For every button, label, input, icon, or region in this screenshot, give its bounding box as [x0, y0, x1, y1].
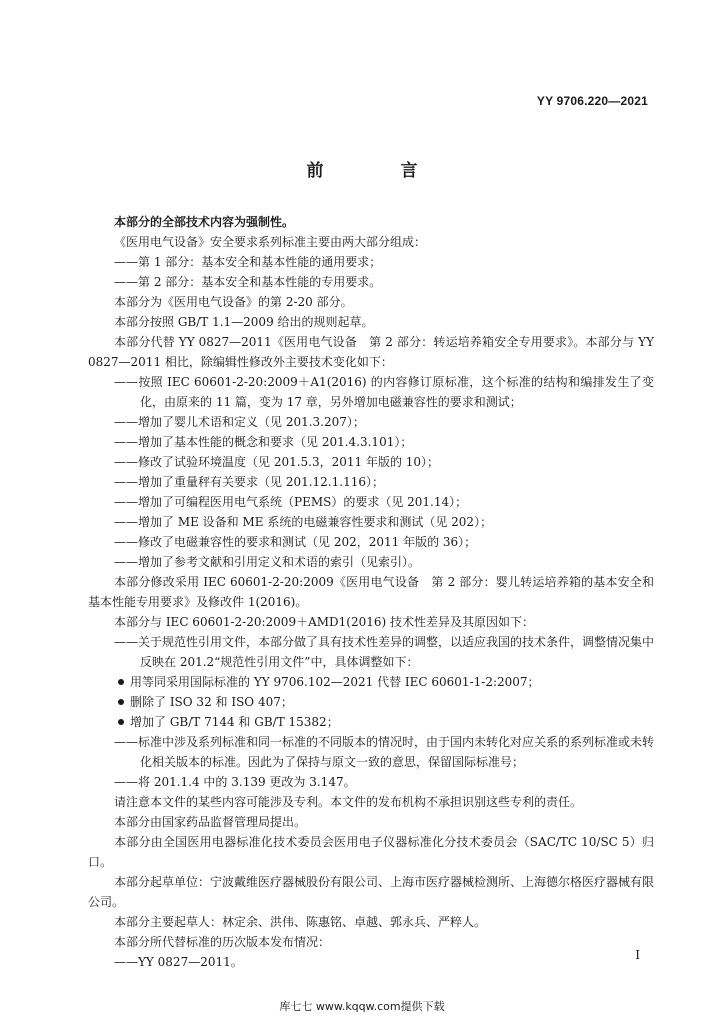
part-statement: 本部分为《医用电气设备》的第 2-20 部分。: [114, 295, 353, 309]
page-title: 前 言: [306, 161, 448, 181]
change-item: ——增加了重量秤有关要求（见 201.12.1.116）；: [114, 475, 384, 489]
footer-watermark[interactable]: 库七七 www.kqqw.com提供下载: [279, 1000, 445, 1013]
change-item: ——增加了婴儿术语和定义（见 201.3.207）；: [114, 415, 365, 429]
bullet-text: 删除了 ISO 32 和 ISO 407；: [130, 695, 293, 709]
bullet-icon: [118, 699, 124, 705]
technical-committee: 本部分由全国医用电器标准化技术委员会医用电子仪器标准化分技术委员会（SAC/TC 10/SC 5）归口。: [88, 835, 654, 869]
bullet-text: 用等同采用国际标准的 YY 9706.102—2021 代替 IEC 60601-1-2:2007；: [130, 675, 540, 689]
adjustment-bullet: [88, 692, 654, 712]
adoption-statement: 本部分修改采用 IEC 60601-2-20:2009《医用电气设备 第 2 部分：婴儿转运培养箱的基本安全和基本性能专用要求》及修改件 1(2016)。: [88, 575, 654, 609]
series-part-2: ——第 2 部分：基本安全和基本性能的专用要求。: [114, 275, 382, 289]
change-item: ——增加了可编程医用电气系统（PEMS）的要求（见 201.14）；: [114, 495, 468, 509]
differences-intro: 本部分与 IEC 60601-2-20:2009＋AMD1(2016) 技术性差异及其原因如下：: [114, 615, 535, 629]
drafters: 本部分主要起草人：林定余、洪伟、陈惠铭、卓越、郭永兵、严粹人。: [114, 915, 487, 929]
change-item: ——增加了参考文献和引用定义和术语的索引（见索引）。: [114, 555, 421, 569]
drafting-rules: 本部分按照 GB/T 1.1—2009 给出的规则起草。: [114, 315, 374, 329]
mandatory-statement: 本部分的全部技术内容为强制性。: [114, 215, 295, 229]
difference-item: ——将 201.1.4 中的 3.139 更改为 3.147。: [114, 775, 356, 789]
bullet-icon: [118, 719, 124, 725]
patent-notice: 请注意本文件的某些内容可能涉及专利。本文件的发布机构不承担识别这些专利的责任。: [114, 795, 583, 809]
change-item: ——修改了电磁兼容性的要求和测试（见 202，2011 年版的 36）；: [114, 535, 477, 549]
difference-item: ——标准中涉及系列标准和同一标准的不同版本的情况时，由于国内未转化对应关系的系列标准或未转化相关版本的标准。因此为了保持与原文一致的意思，保留国际标准号；: [114, 735, 655, 769]
proposer: 本部分由国家药品监督管理局提出。: [114, 815, 307, 829]
replacement-statement: 本部分代替 YY 0827—2011《医用电气设备 第 2 部分：转运培养箱安全专用要求》。本部分与 YY 0827—2011 相比，除编辑性修改外主要技术变化如下：: [88, 335, 654, 369]
series-part-1: ——第 1 部分：基本安全和基本性能的通用要求；: [114, 255, 382, 269]
standard-code: YY 9706.220—2021: [536, 94, 648, 108]
change-item: ——增加了 ME 设备和 ME 系统的电磁兼容性要求和测试（见 202）；: [114, 515, 493, 529]
page-number: I: [635, 948, 640, 962]
change-item: ——按照 IEC 60601-2-20:2009＋A1(2016) 的内容修订原标准，这个标准的结构和编排发生了变化，由原来的 11 篇，变为 17 章，另外增加电磁兼容性的要求和测试；: [114, 375, 654, 409]
difference-item: ——关于规范性引用文件，本部分做了具有技术性差异的调整，以适应我国的技术条件，调整情况集中反映在 201.2“规范性引用文件”中，具体调整如下：: [114, 635, 655, 669]
drafting-organizations: 本部分起草单位：宁波戴维医疗器械股份有限公司、上海市医疗器械检测所、上海德尔格医疗器械有限公司。: [88, 875, 655, 909]
foreword-body: [88, 212, 654, 972]
change-item: ——修改了试验环境温度（见 201.5.3，2011 年版的 10）；: [114, 455, 440, 469]
series-intro: 《医用电气设备》安全要求系列标准主要由两大部分组成：: [114, 235, 427, 249]
bullet-text: 增加了 GB/T 7144 和 GB/T 15382；: [130, 715, 339, 729]
history-intro: 本部分所代替标准的历次版本发布情况：: [114, 935, 331, 949]
bullet-icon: [118, 679, 124, 685]
change-item: ——增加了基本性能的概念和要求（见 201.4.3.101）；: [114, 435, 413, 449]
history-item: ——YY 0827—2011。: [114, 955, 243, 969]
adjustment-bullet: [88, 672, 654, 692]
adjustment-bullet: [88, 712, 654, 732]
